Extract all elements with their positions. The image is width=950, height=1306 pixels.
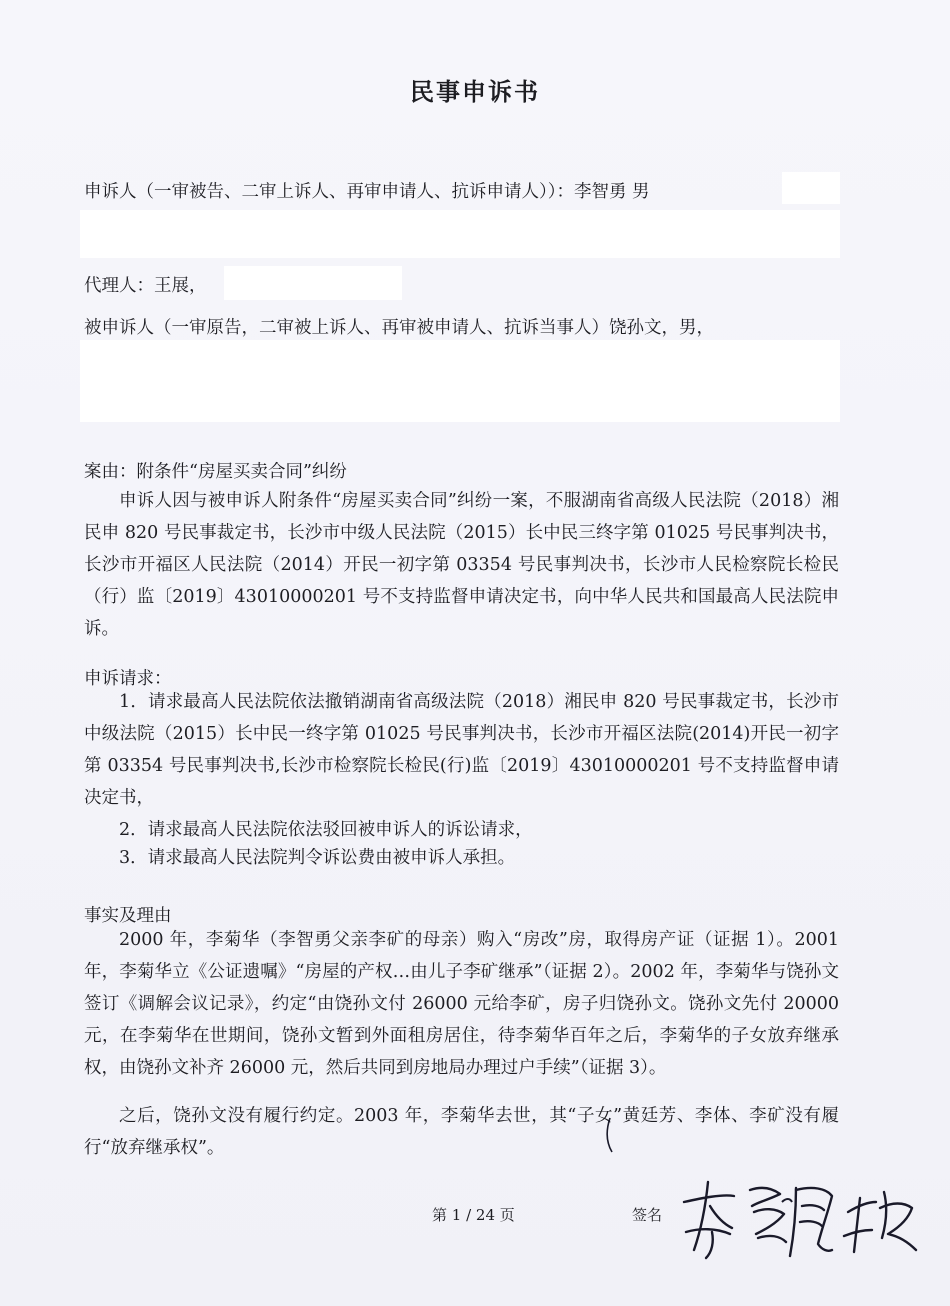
request-item-3: 3．请求最高人民法院判令诉讼费由被申诉人承担。 [119, 848, 516, 868]
handwritten-signature [672, 1172, 922, 1262]
request-item-2: 2．请求最高人民法院依法驳回被申诉人的诉讼请求， [119, 820, 533, 840]
page-number: 第 1 / 24 页 [432, 1206, 515, 1224]
facts-paragraph-2: 之后，饶孙文没有履行约定。2003 年，李菊华去世，其“子女”黄廷芳、李体、李矿没有履行“放弃继承权”。 [84, 1106, 839, 1158]
redaction-box [224, 266, 402, 300]
case-cause: 案由：附条件“房屋买卖合同”纠纷 [84, 462, 347, 482]
redaction-box [782, 172, 840, 204]
document-title: 民事申诉书 [410, 78, 540, 106]
respondent-line: 被申诉人（一审原告，二审被上诉人、再审被申请人、抗诉当事人）饶孙文，男， [84, 318, 714, 338]
ink-mark [600, 1116, 620, 1156]
redaction-box [80, 340, 840, 422]
appellant-line: 申诉人（一审被告、二审上诉人、再审申请人、抗诉申请人））：李智勇 男 [84, 182, 650, 202]
signature-label: 签名 [632, 1206, 663, 1224]
requests-heading: 申诉请求： [84, 669, 172, 689]
redaction-box [80, 210, 840, 258]
facts-heading: 事实及理由 [84, 906, 172, 926]
agent-line: 代理人：王展， [84, 276, 207, 296]
facts-paragraph-1: 2000 年，李菊华（李智勇父亲李矿的母亲）购入“房改”房，取得房产证（证据 1）。2001 年，李菊华立《公证遗嘱》“房屋的产权…由儿子李矿继承”（证据 2）。2002 年，李菊华与饶孙文签订《调解会议记录》，约定“由饶孙文付 26000 元给李矿，房子归饶孙文。饶孙文先付 20000 元，在李菊华在世期间，饶孙文暂到外面租房居住，待李菊华百年之后，李菊华的子女放弃继承权，由饶孙文补齐 26000 元，然后共同到房地局办理过户手续”（证据 3）。 [84, 930, 839, 1078]
request-item-1: 1．请求最高人民法院依法撤销湖南省高级法院（2018）湘民申 820 号民事裁定书，长沙市中级法院（2015）长中民一终字第 01025 号民事判决书，长沙市开福区法院(2014)开民一初字第 03354 号民事判决书,长沙市检察院长检民(行)监〔2019〕43010000201 号不支持监督申请决定书， [84, 692, 839, 808]
case-intro-paragraph: 申诉人因与被申诉人附条件“房屋买卖合同”纠纷一案，不服湖南省高级人民法院（2018）湘民申 820 号民事裁定书，长沙市中级人民法院（2015）长中民三终字第 01025 号民事判决书，长沙市开福区人民法院（2014）开民一初字第 03354 号民事判决书，长沙市人民检察院长检民（行）监〔2019〕43010000201 号不支持监督申请决定书，向中华人民共和国最高人民法院申诉。 [84, 491, 839, 639]
